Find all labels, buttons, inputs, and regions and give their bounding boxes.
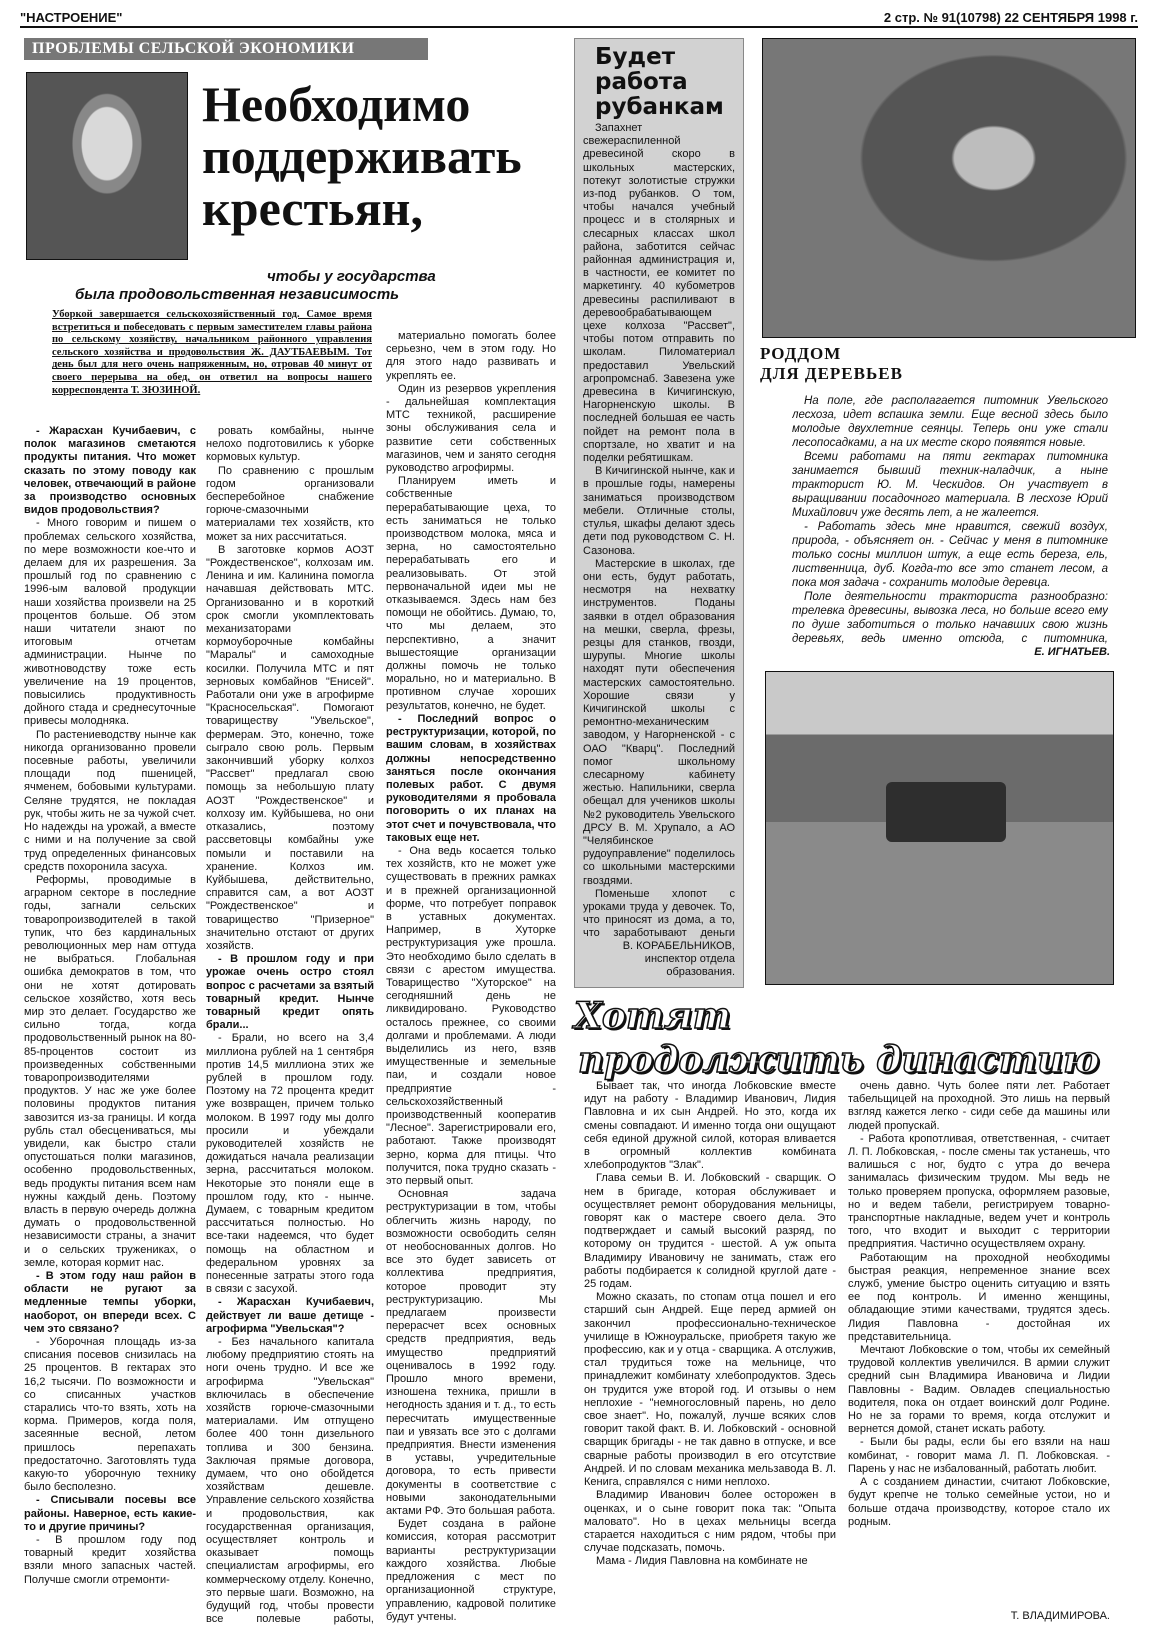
article2-signature-title: инспектор отдела: [644, 953, 735, 965]
article1-column-1: [24, 425, 196, 1625]
paragraph: Основная задача реструктуризации в том, чтобы облегчить жизнь народу, по возможности освободить селян от необоснованных долгов. Но все это будет зависеть от коллектива предприятия, которое проводит эту реструктуризацию. Мы предлагаем произвести перерасчет всех основных средств предприятия, ведь имущество предприятий оценивалось в 1992 году. Прошло много времени, изношена техника, пришли в негодность здания и т. д., то есть пересчитать имущественные паи и увязать все это с долгами предприятия. Внести изменения в уставы, учредительные договора, то есть привести документы в соответствие с новыми законодательными актами РФ. Это большая работа.: [386, 1188, 556, 1518]
paragraph: Глава семьи В. И. Лобковский - сварщик. О нем в бригаде, которая обслуживает и осуществляет ремонт оборудования мельницы, говорят как о мастере своего дела. Это подтверждает и самый высокий разряд, по которому он трудится - шестой. А уж опыта Владимиру Ивановичу не занимать, стаж его работы подбирается к солидной круглой дате - 25 годам.: [584, 1172, 836, 1291]
paragraph: - Жарасхан Кучибаевич, действует ли ваше детище - агрофирма "Увельская"?: [206, 1296, 374, 1335]
paragraph: Один из резервов укрепления - дальнейшая комплектация МТС техникой, расширение зоны обслуживания села и развитие сети собственных магазинов, чем и занято сегодня руководство агрофирмы.: [386, 382, 556, 475]
rubric-label: ПРОБЛЕМЫ СЕЛЬСКОЙ ЭКОНОМИКИ: [32, 40, 355, 57]
paragraph: - Без начального капитала любому предприятию стоять на ноги очень трудно. И все же агрофирма "Увельская" включилась в обеспечение хозяйств горюче-смазочными материалами. Им отпущено более 400 тонн дизельного топлива и 300 бензина. Заключая прямые договора, думаем, что оно обойдется хозяйствам дешевле. Управление сельского хозяйства и продовольствия, как государственная организация, осуществляет контроль и оказывает помощь специалистам агрофирмы, его коммерческому отделу. Конечно, это первые шаги. Возможно, на будущий год, чтобы провести все полевые работы,: [206, 1336, 374, 1625]
paragraph: - Много говорим и пишем о проблемах сельского хозяйства, по мере возможности кое-что и делаем для их разрешения. За прошлый год по сравнению с 1996-ым валовой продукции наши хозяйства произвели на 25 процентов больше. Об этом наши читатели знают по итоговым отчетам администрации. Нынче по животноводству тоже есть увеличение на 19 процентов, повысились продуктивность дойного стада и среднесуточные привесы молодняка.: [24, 517, 196, 728]
article3-title-line-2: ДЛЯ ДЕРЕВЬЕВ: [760, 364, 903, 383]
article2-title-line-3: рубанкам: [595, 94, 724, 120]
article1-column-3: [386, 330, 556, 1625]
paragraph: Можно сказать, по стопам отца пошел и его старший сын Андрей. Еще перед армией он закончил профессионально-техническое училище в Южноуральске, приобретя такую же профессию, как и у отца - сварщика. А отслужив, стал трудиться тоже на мельнице, что принадлежит комбинату хлебопродуктов. Здесь он трудится уже второй год. И отзывы о нем неплохие - "немногословный парень, но дело свое знает". Но, пожалуй, лучше всяких слов говорит такой факт. В. И. Лобковский - основной сварщик бригады - не так давно в отпуске, и все сварные работы производил в его отсутствие Андрей. И по словам механика мельзавода В. Л. Кенига, справлялся с ними неплохо.: [584, 1291, 836, 1489]
article2-body: [583, 122, 735, 940]
article4-signature: Т. ВЛАДИМИРОВА.: [1010, 1610, 1110, 1622]
paragraph: - Она ведь косается только тех хозяйств, кто не может уже существовать в прежних рамках и в прежней организационной форме, что потребует поправок в уставных документах. Например, в Хуторке реструктуризация уже прошла. Это необходимо было сделать в связи с арестом имущества. Товарищество "Хуторское" на сегодняшний день не ликвидировано. Руководство осталось прежнее, со своими долгами и проблемами. А люди выделились из него, взяв имущественные и земельные паи, и создали новое предприятие - сельскохозяйственный производственный кооператив "Лесное". Зарегистрировали его, работают. Также производят зерно, корма для птицы. Что получится, пока трудно сказать - это первый опыт.: [386, 844, 556, 1187]
headline-line-2: поддерживать: [202, 128, 522, 184]
paragraph: Реформы, проводимые в аграрном секторе в последние годы, загнали сельских товаропроизводителей в такой тупик, что без кардинальных революционных мер нам оттуда не выбраться. Глобальная ошибка демократов в том, что они не хотят дотировать сельское хозяйство, хотя весь мир это делает. Государство же сильно тогда, когда продовольственный рынок на 80-85-процентов состоит из произведенных собственными товаропроизводителями продуктов. У нас же уже более половины продуктов питания завозится из-за границы. И когда рубль стал обесцениваться, мы увидели, как быстро стали опустошаться полки магазинов, особенно продовольственных, ведь продукты питания всем нам нужны каждый день. Поэтому власть в первую очередь должна думать о продовольственной независимости страны, а значит и о сельских тружениках, о земле, которая кормит нас.: [24, 873, 196, 1269]
paragraph: - Списывали посевы все районы. Наверное, есть какие-то и другие причины?: [24, 1494, 196, 1533]
paragraph: А с созданием династии, считают Лобковские, будут крепче не только семейные устои, но и больше отдача производству, которое стало их родным.: [848, 1476, 1110, 1528]
article2-title-line-1: Будет: [595, 44, 676, 70]
rubric-banner: [24, 38, 428, 60]
headline-line-1: Необходимо: [202, 76, 471, 132]
paragraph: - В прошлом году под товарный кредит хозяйства взяли много запасных частей. Получше смогли отремонти-: [24, 1534, 196, 1586]
article1-subtitle: [25, 268, 565, 304]
article4-column-2: [848, 1080, 1110, 1605]
paragraph: - Работа кропотливая, ответственная, - считает Л. П. Лобковская, - после смены так устанешь, что валишься с ног, будто с утра до вечера занималась физическим трудом. Мы ведь не только проверяем пропуска, оформляем разовые, но и ведем табели, регистрируем товарно-транспортные накладные, ведем учет и контроль того, что входит и выходит с территории предприятия. Частично осуществляем охрану.: [848, 1132, 1110, 1251]
article2-signature-dept: образования.: [666, 966, 735, 978]
paragraph: материально помогать более серьезно, чем в этом году. Но для этого надо развивать и укреплять ее.: [386, 330, 556, 382]
article1-column-2: [206, 425, 374, 1625]
tractorist-photo: [762, 38, 1136, 338]
headline-line-3: крестьян,: [202, 180, 423, 236]
tractor-shape: [886, 782, 1006, 842]
paragraph: Бывает так, что иногда Лобковские вместе идут на работу - Владимир Иванович, Лидия Павловна и их сын Андрей. Но это, когда их смены совпадают. И именно тогда они ощущают себя единой дружной силой, которая вливается в огромный коллектив комбината хлебопродуктов "Злак".: [584, 1080, 836, 1172]
article3-signature: Е. ИГНАТЬЕВ.: [1034, 646, 1110, 658]
paragraph: Поменьше хлопот с уроками труда у девочек. То, что приносят из дома, а то, что заработывают деньги: [583, 887, 735, 940]
paragraph: ровать комбайны, нынче нелохо подготовились к уборке кормовых культур.: [206, 425, 374, 464]
paragraph: В Кичигинской нынче, как и в прошлые годы, намерены заниматься производством мебели. Отличные столы, стулья, шкафы делают здесь дети под руководством С. Н. Сазонова.: [583, 465, 735, 557]
paragraph: очень давно. Чуть более пяти лет. Работает табельщицей на проходной. Это лишь на первый взгляд кажется легко - сиди себе да машины или людей пропускай.: [848, 1080, 1110, 1132]
paragraph: Владимир Иванович более осторожен в оценках, и о сыне говорит пока так: "Опыта маловато". Но в цехах мельницы всегда старается находиться с ним рядом, чтобы при случае подсказать, помочь.: [584, 1489, 836, 1555]
article3-headline: [760, 344, 903, 384]
issue-info: 2 стр. № 91(10798) 22 СЕНТЯБРЯ 1998 г.: [883, 10, 1138, 25]
paragraph: Мечтают Лобковские о том, чтобы их семейный трудовой коллектив увеличился. В армии служит средний сын Владимира Ивановича и Лидии Павловны - Вадим. Овладев специальностью водителя, пока он отдает воинский долг Родине. Но не за горами то время, когда отслужит и вернется домой, станет искать работу.: [848, 1344, 1110, 1436]
paragraph: По растениеводству нынче как никогда организованно провели посевные работы, увеличили площади под пшеницей, ячменем, бобовыми культурами. Селяне трудятся, не покладая рук, чтобы жить не за чужой счет. Но надежды на урожай, а вместе с ними и на получение за свой труд определенных финансовых средств похоронила засуха.: [24, 728, 196, 873]
article4-headline: [560, 994, 1140, 1082]
paragraph: Планируем иметь и собственные перерабатывающие цеха, то есть заниматься не только производством молока, мяса и зерна, но самостоятельно перерабатывать его и реализовывать. От этой первоначальной идеи мы не отказываемся. Здесь нам без помощи не обойтись. Думаю, то, что мы делаем, это перспективно, а значит вышестоящие организации должны помочь не только морально, но и материально. В противном случае хороших результатов, конечно, не будет.: [386, 475, 556, 712]
subtitle-line-2: была продовольственная независимость: [75, 286, 400, 303]
paragraph: - Последний вопрос о реструктуризации, которой, по вашим словам, в хозяйствах должны непосредственно заняться после окончания полевых работ. С двумя руководителями я пробовала поговорить о их планах на этот счет и почувствовала, что таковых еще нет.: [386, 712, 556, 844]
paragraph: - Уборочная площадь из-за списания посевов снизилась на 25 процентов. В гектарах это 16,2 тысячи. По возможности и со списанных участков старались что-то взять, хоть на корма. Примеров, когда поля, засеянные весной, летом пришлось перепахать предостаточно. Заготовлять туда какую-то уборочную технику было бесполезно.: [24, 1336, 196, 1494]
paragraph: Всеми работами на пяти гектарах питомника занимается бывший техник-наладчик, а ныне тракторист Ю. М. Ческидов. Он участвует в выращивании посадочного материала. В лесхозе Юрий Михайлович уже десять лет, а не жалеется.: [792, 451, 1108, 519]
article4-title-line-2: продолжить династию: [578, 1039, 1100, 1081]
article4-column-1: [584, 1080, 836, 1625]
article3-title-line-1: РОДДОМ: [760, 344, 842, 363]
paragraph: - Жарасхан Кучибаевич, с полок магазинов сметаются продукты питания. Что может сказать по этому поводу как человек, отвечающий в районе за производство основных видов продовольствия?: [24, 425, 196, 517]
paragraph: - Работать здесь мне нравится, свежий воздух, природа, - объясняет он. - Сейчас у меня в питомнике только сосны миллион штук, а еще есть береза, ель, лиственница, дуб. Когда-то все это станет лесом, а пока моя задача - сохранить молодые деревца.: [792, 521, 1108, 589]
article4-title-line-1: Хотят: [574, 995, 731, 1037]
article2-signature: [575, 940, 735, 979]
paragraph: - В этом году наш район в области не ругают за медленные темпы уборки, наоборот, он впереди всех. С чем это связано?: [24, 1270, 196, 1335]
portrait-photo: [26, 72, 188, 260]
article1-headline: [202, 78, 562, 234]
paragraph: Мама - Лидия Павловна на комбинате не: [596, 1555, 808, 1568]
subtitle-line-1: чтобы у государства: [267, 268, 436, 285]
article2-box: [574, 38, 744, 988]
article2-headline: [575, 39, 743, 120]
paragraph: Поле деятельности тракториста разнообразно: трелевка древесины, вывозка леса, но больше всего ему по душе заботиться о только начавших свою жизнь деревьях, ведь именно отсюда, с питомника,: [792, 591, 1108, 645]
article2-title-line-2: работа: [595, 69, 688, 95]
paragraph: - В прошлом году и при урожае очень остро стоял вопрос с расчетами за взятый товарный кредит. Нынче товарный кредит опять брали...: [206, 953, 374, 1032]
paragraph: По сравнению с прошлым годом организовали бесперебойное снабжение горюче-смазочными материалами тех хозяйств, кто может за них рассчитаться.: [206, 464, 374, 543]
paragraph: - Были бы рады, если бы его взяли на наш комбинат, - говорит мама Л. П. Лобковская. - Парень у нас не избалованный, работать любит.: [848, 1436, 1110, 1475]
paragraph: Работающим на проходной необходимы быстрая реакция, непременное знание всех служб, умение быстро оценить ситуацию и взять ее под контроль. И именно женщины, обладающие этими качествами, трудятся здесь. Лидия Павловна - достойная их представительница.: [848, 1251, 1110, 1343]
article1-lead: Уборкой завершается сельскохозяйственный год. Самое время встретиться и побеседовать с первым заместителем главы района по сельскому хозяйству, начальником районного управления сельского хозяйства и продовольствия Ж. ДАУТБАЕВЫМ. Тот день был для него очень напряженным, но, отровав 40 минут от своего перерыва на обед, он ответил на вопросы нашего корреспондента Т. ЗЮЗИНОЙ.: [52, 309, 372, 396]
article3-body: [792, 394, 1108, 646]
paragraph: На поле, где располагается питомник Увельского лесхоза, идет вспашка земли. Еще весной здесь было молодые двухлетние сеянцы. Теперь они уже стали лесопосадками, а на их месте скоро появятся новые.: [792, 395, 1108, 449]
page-header: [20, 10, 1138, 28]
paragraph: Мастерские в школах, где они есть, будут работать, несмотря на нехватку инструментов. Поданы заявки в отдел образования на мешки, сверла, фрезы, резцы для станков, гвозди, шурупы. Многие школы находят пути обеспечения мастерских самостоятельно. Хорошие связи у Кичигинской школы с ремонтно-механическим заводом, у Нагорненской - с ОАО "Кварц". Последний помог школьному слесарному кабинету жестью. Напильники, сверла обещал для учеников школы №2 руководитель Увельского ДРСУ В. М. Хрупало, а АО "Челябинское рудоуправление" поделилось со школьными мастерскими гвоздями.: [583, 557, 735, 887]
paragraph: В заготовке кормов АОЗТ "Рождественское", колхозам им. Ленина и им. Калинина помогла начавшая действовать МТС. Организованно и в короткий срок смогли укомплектовать механизаторами кормоуборочные комбайны "Маралы" и самоходные косилки. Получила МТС и пят зерновых комбайнов "Енисей". Работали они уже в агрофирме "Красносельская". Помогают товариществу "Увельское", фермерам. Это, конечно, тоже сыграло свою роль. Первым закончивший уборку колхоз "Рассвет" предлагал свою помощь за небольшую плату АОЗТ "Рождественское" и колхозу им. Куйбышева, но они отказались, поэтому рассветовцы комбайны уже помыли и поставили на хранение. Колхоз им. Куйбышева, действительно, справится сам, а вот АОЗТ "Рождественское" и товарищество "Призерное" значительно отстают от других хозяйств.: [206, 543, 374, 952]
article2-signature-name: В. КОРАБЕЛЬНИКОВ,: [622, 940, 735, 952]
paragraph: Запахнет свежераспиленной древесиной скоро в школьных мастерских, потекут золотистые стружки из-под рубанков. О том, чтобы начался учебный процесс и в столярных и слесарных классах школ района, заботится сейчас районная администрация и, в частности, ее комитет по маркетингу. 40 кубометров древесины распиливают в деревообрабатывающем цехе колхоза "Рассвет", чтобы потом отправить по школам. Пиломатериал предоставил Увельский агропромснаб. Завезена уже древесина в Кичигинскую, Нагорненскую школы. В последней большая ее часть пойдет на ремонт пола в спортзале, но хватит и на поделки ребятишкам.: [583, 122, 735, 465]
paper-name: "НАСТРОЕНИЕ": [20, 10, 123, 25]
paragraph: - Брали, но всего на 3,4 миллиона рублей на 1 сентября против 14,5 миллиона этих же рублей в прошлом году. Поэтому на 72 процента кредит уже возвращен, причем только молоком. В 1997 году мы долго просили и убеждали руководителей хозяйств не дожидаться начала реализации зерна, рассчитаться молоком. Некоторые это поняли еще в прошлом году, кто - нынче. Думаем, с товарным кредитом рассчитаться полностью. Но все-таки надеемся, что будет помощь на областном и федеральном уровнях за понесенные затраты этого года в связи с засухой.: [206, 1032, 374, 1296]
paragraph: Будет создана в районе комиссия, которая рассмотрит варианты реструктуризации каждого хозяйства. Любые предложения с мест по организационной структуре, управлению, кадровой политике будут учтены.: [386, 1518, 556, 1623]
tractor-field-photo: [765, 671, 1114, 985]
